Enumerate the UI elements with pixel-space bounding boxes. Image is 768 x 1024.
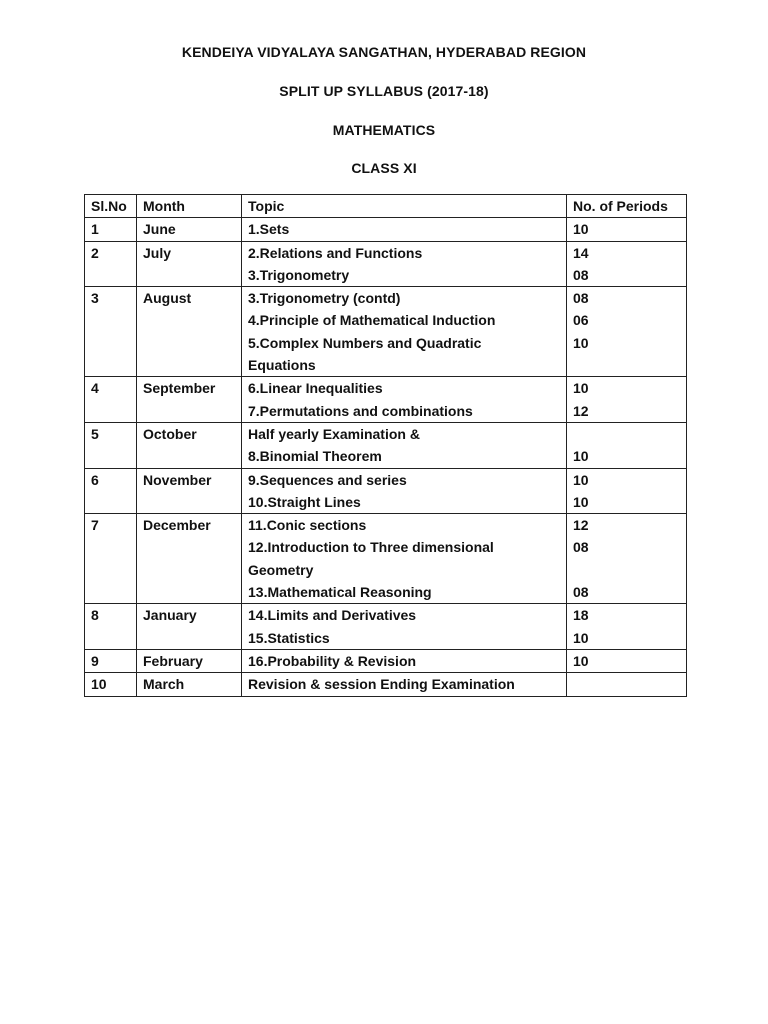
cell-periods: [567, 673, 687, 696]
cell-month: December: [137, 514, 242, 604]
table-row: [85, 649, 687, 672]
cell-periods: [567, 514, 687, 604]
cell-periods: [567, 468, 687, 514]
cell-slno: 4: [85, 377, 137, 423]
topic-line: Half yearly Examination &: [248, 425, 420, 442]
cell-slno: 7: [85, 514, 137, 604]
periods-line: 10: [573, 652, 589, 669]
syllabus-title: SPLIT UP SYLLABUS (2017-18): [279, 83, 489, 99]
cell-topics: [242, 468, 567, 514]
topic-line: 13.Mathematical Reasoning: [248, 584, 432, 601]
topic-line: 3.Trigonometry (contd): [248, 290, 401, 307]
topic-line: 4.Principle of Mathematical Induction: [248, 312, 496, 329]
topic-line: 12.Introduction to Three dimensional: [248, 539, 494, 556]
topic-line: 16.Probability & Revision: [248, 652, 417, 669]
periods-line: 08: [573, 266, 589, 283]
topic-line: Equations: [248, 357, 316, 374]
column-header-slno: Sl.No: [85, 195, 137, 218]
table-row: [85, 377, 687, 423]
cell-month: October: [137, 422, 242, 468]
cell-topics: [242, 514, 567, 604]
cell-periods: [567, 422, 687, 468]
cell-slno: 10: [85, 673, 137, 696]
topic-line: 7.Permutations and combinations: [248, 402, 473, 419]
cell-month: February: [137, 649, 242, 672]
cell-month: January: [137, 604, 242, 650]
topic-line: 8.Binomial Theorem: [248, 448, 382, 465]
cell-slno: 5: [85, 422, 137, 468]
periods-line: 18: [573, 607, 589, 624]
topic-line: 15.Statistics: [248, 629, 330, 646]
table-row: [85, 468, 687, 514]
cell-topics: [242, 422, 567, 468]
cell-topics: [242, 377, 567, 423]
table-header-row: [85, 195, 687, 218]
cell-periods: [567, 218, 687, 241]
table-row: [85, 604, 687, 650]
cell-periods: [567, 287, 687, 377]
cell-slno: 1: [85, 218, 137, 241]
cell-topics: [242, 241, 567, 287]
table-row: [85, 241, 687, 287]
cell-month: November: [137, 468, 242, 514]
cell-slno: 6: [85, 468, 137, 514]
cell-month: June: [137, 218, 242, 241]
syllabus-table-body: [85, 218, 687, 696]
table-row: [85, 287, 687, 377]
cell-slno: 2: [85, 241, 137, 287]
periods-line: [573, 673, 686, 695]
periods-line: 08: [573, 584, 589, 601]
column-header-topic: Topic: [242, 195, 567, 218]
topic-line: 2.Relations and Functions: [248, 244, 423, 261]
table-row: [85, 673, 687, 696]
column-header-periods: No. of Periods: [567, 195, 687, 218]
cell-month: September: [137, 377, 242, 423]
cell-slno: 8: [85, 604, 137, 650]
table-row: [85, 218, 687, 241]
cell-periods: [567, 604, 687, 650]
periods-line: [573, 423, 686, 445]
topic-line: 14.Limits and Derivatives: [248, 607, 417, 624]
topic-line: 1.Sets: [248, 221, 290, 238]
cell-slno: 3: [85, 287, 137, 377]
topic-line: Geometry: [248, 561, 314, 578]
class-title: CLASS XI: [351, 160, 417, 176]
cell-periods: [567, 377, 687, 423]
column-header-month: Month: [137, 195, 242, 218]
topic-line: 3.Trigonometry: [248, 266, 350, 283]
topic-line: Revision & session Ending Examination: [248, 676, 515, 693]
periods-line: 10: [573, 221, 589, 238]
cell-periods: [567, 649, 687, 672]
periods-line: [573, 354, 686, 376]
periods-line: 10: [573, 448, 589, 465]
topic-line: 6.Linear Inequalities: [248, 380, 383, 397]
periods-line: 10: [573, 629, 589, 646]
cell-periods: [567, 241, 687, 287]
cell-topics: [242, 649, 567, 672]
topic-line: 10.Straight Lines: [248, 493, 361, 510]
topic-line: 9.Sequences and series: [248, 471, 407, 488]
table-row: [85, 514, 687, 604]
cell-month: March: [137, 673, 242, 696]
subject-title: MATHEMATICS: [332, 122, 436, 138]
periods-line: 10: [573, 471, 589, 488]
cell-month: August: [137, 287, 242, 377]
periods-line: 12: [573, 402, 589, 419]
syllabus-table: [84, 194, 687, 697]
periods-line: 10: [573, 493, 589, 510]
periods-line: 10: [573, 380, 589, 397]
cell-month: July: [137, 241, 242, 287]
periods-line: 08: [573, 290, 589, 307]
cell-topics: [242, 673, 567, 696]
cell-slno: 9: [85, 649, 137, 672]
periods-line: [573, 559, 686, 581]
periods-line: 08: [573, 539, 589, 556]
periods-line: 14: [573, 244, 589, 261]
cell-topics: [242, 218, 567, 241]
table-row: [85, 422, 687, 468]
cell-topics: [242, 287, 567, 377]
periods-line: 06: [573, 312, 589, 329]
cell-topics: [242, 604, 567, 650]
topic-line: 5.Complex Numbers and Quadratic: [248, 334, 482, 351]
periods-line: 10: [573, 334, 589, 351]
periods-line: 12: [573, 517, 589, 534]
document-title: KENDEIYA VIDYALAYA SANGATHAN, HYDERABAD REGION: [181, 44, 587, 60]
topic-line: 11.Conic sections: [248, 517, 367, 534]
